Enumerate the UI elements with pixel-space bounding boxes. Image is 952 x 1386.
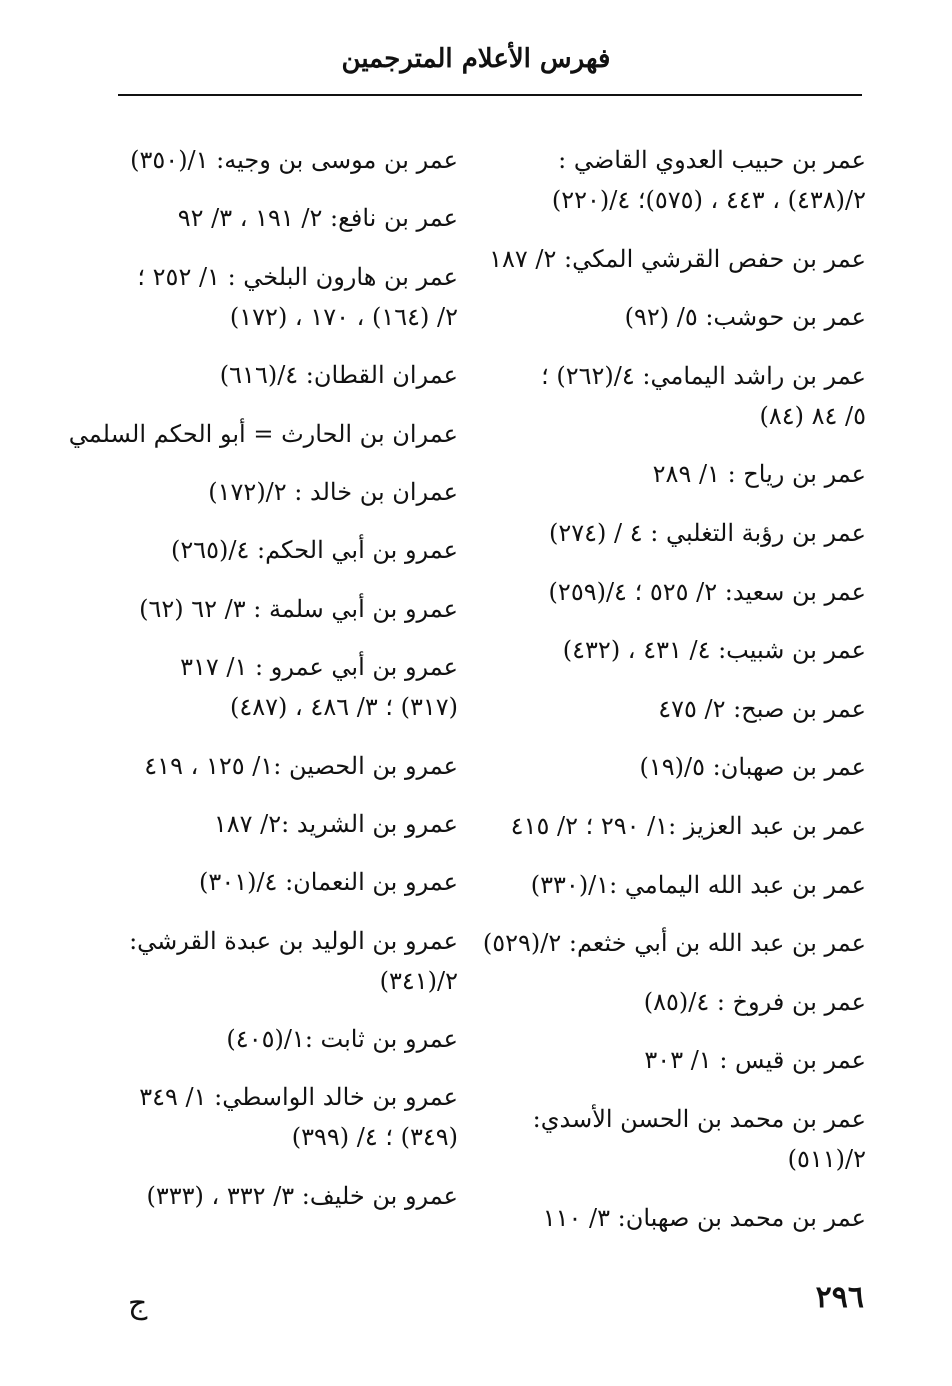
index-entry: عمر بن راشد اليمامي: ٤/(٢٦٢) ؛ ٥/ ٨٤ (٨٤) [541,361,866,430]
index-entry: عمر بن محمد بن صهبان: ٣/ ١١٠ [542,1203,866,1232]
index-entry: عمرو بن أبي عمرو : ١/ ٣١٧ (٣١٧) ؛ ٣/ ٤٨٦ ، (٤٨٧) [180,653,458,722]
header-divider [118,94,862,96]
index-entry: عمر بن حفص القرشي المكي: ٢/ ١٨٧ [489,244,866,273]
index-entry: عمر بن فروخ : ٤/(٨٥) [643,987,866,1016]
index-entry: عمر بن صبح: ٢/ ٤٧٥ [658,694,866,723]
index-column-left [68,140,458,1234]
index-entry: عمر بن رؤبة التغلبي : ٤ / (٢٧٤) [549,518,866,547]
index-column-right [482,140,866,1256]
index-entry: عمرو بن ثابت :١/(٤٠٥) [226,1025,458,1054]
index-entry: عمر بن رياح : ١/ ٢٨٩ [652,460,866,489]
index-entry: عمر بن حبيب العدوي القاضي : ٢/(٤٣٨) ، ٤٤٣ ، (٥٧٥)؛ ٤/(٢٢٠) [551,146,866,214]
index-entry: عمران بن خالد : ٢/(١٧٢) [208,477,458,506]
index-entry: عمرو بن خالد الواسطي: ١/ ٣٤٩ (٣٤٩) ؛ ٤/ (٣٩٩) [139,1083,458,1152]
index-entry: عمر بن محمد بن الحسن الأسدي: ٢/(٥١١) [532,1104,866,1173]
index-entry: عمرو بن خليف: ٣/ ٣٣٢ ، (٣٣٣) [146,1181,458,1210]
index-entry: عمر بن نافع: ٢/ ١٩١ ، ٣/ ٩٢ [177,204,458,233]
index-entry: عمر بن هارون البلخي : ١/ ٢٥٢ ؛ ٢/ (١٦٤) ، ١٧٠ ، (١٧٢) [137,262,458,331]
index-entry: عمر بن سعيد: ٢/ ٥٢٥ ؛ ٤/(٢٥٩) [548,577,866,606]
index-entry: عمران بن الحارث = أبو الحكم السلمي [68,419,458,448]
index-entry: عمرو بن الحصين :١/ ١٢٥ ، ٤١٩ [144,751,458,780]
signature-mark: ج [128,1286,148,1321]
index-entry: عمرو بن النعمان: ٤/(٣٠١) [199,868,458,897]
index-entry: عمرو بن أبي الحكم: ٤/(٢٦٥) [170,536,458,565]
index-entry: عمر بن عبد العزيز :١/ ٢٩٠ ؛ ٢/ ٤١٥ [510,811,866,840]
index-entry: عمرو بن أبي سلمة : ٣/ ٦٢ (٦٢) [139,594,458,623]
index-entry: عمرو بن الوليد بن عبدة القرشي: ٢/(٣٤١) [129,926,458,995]
index-entry: عمرو بن الشريد :٢/ ١٨٧ [213,809,458,838]
index-entry: عمر بن قيس : ١/ ٣٠٣ [644,1046,866,1075]
page-header-title: فهرس الأعلام المترجمين [341,44,611,74]
index-entry: عمر بن عبد الله بن أبي خثعم: ٢/(٥٢٩) [482,929,866,958]
index-entry: عمر بن شبيب: ٤/ ٤٣١ ، (٤٣٢) [562,636,866,665]
index-entry: عمر بن موسى بن وجيه: ١/(٣٥٠) [130,146,458,174]
page-number: ٢٩٦ [815,1280,864,1315]
index-entry: عمر بن عبد الله اليمامي :١/(٣٣٠) [530,870,866,899]
index-entry: عمر بن حوشب: ٥/ (٩٢) [624,303,866,332]
index-entry: عمر بن صهبان: ٥/(١٩) [639,753,866,782]
index-entry: عمران القطان: ٤/(٦١٦) [219,361,458,390]
